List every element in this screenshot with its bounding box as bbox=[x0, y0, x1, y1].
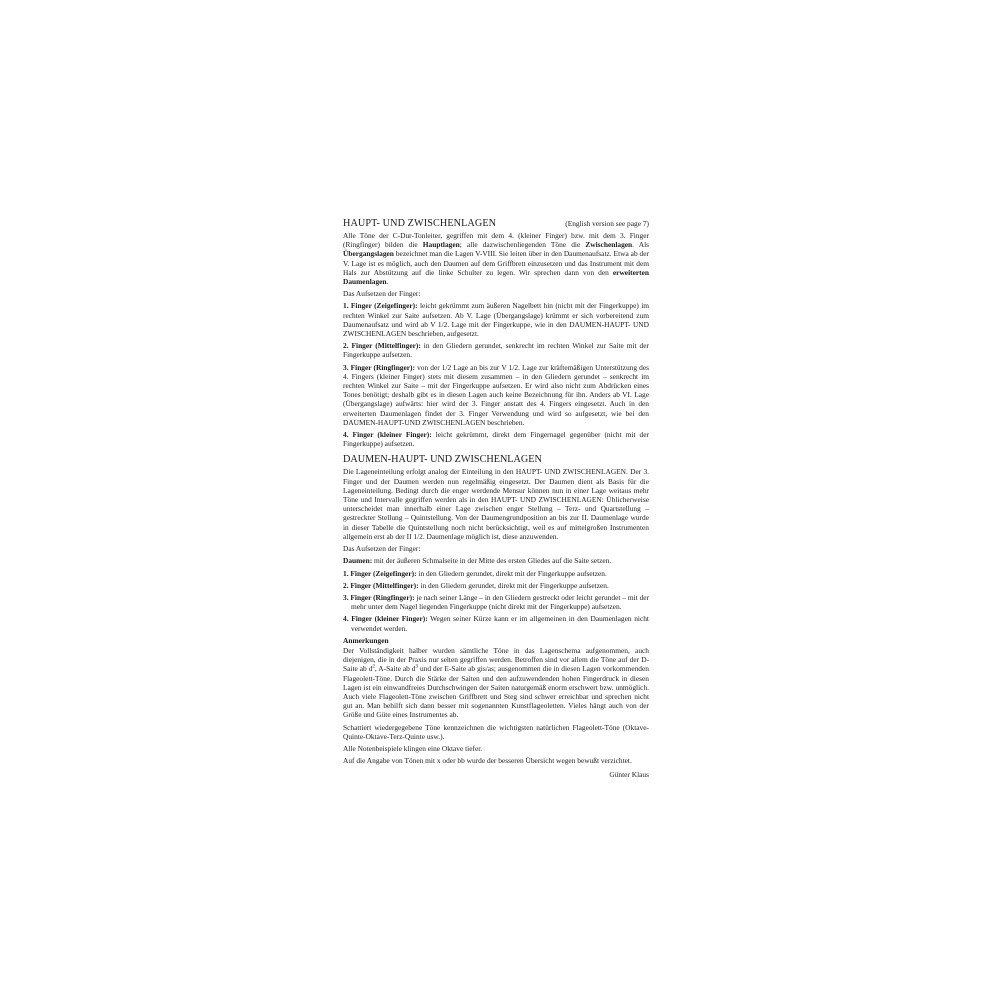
finger-text: mit der äußeren Schmalseite in der Mitte des ersten Gliedes auf die Saite setzen. bbox=[372, 556, 612, 566]
term-hauptlagen: Hauptlagen bbox=[422, 240, 460, 250]
finger-label: 4. Finger (kleiner Finger): bbox=[343, 430, 432, 440]
text-run: . Als bbox=[632, 240, 649, 250]
finger-item bbox=[343, 593, 649, 611]
notes-paragraph-2: Schattiert wiedergegebene Töne kennzeichnen die wichtigsten natürlichen Flageolett-Töne (Oktave-Quinte-Oktave-Terz-Quinte usw.). bbox=[343, 722, 649, 741]
finger-label: 2. Finger (Mittelfinger): bbox=[343, 341, 421, 351]
text-run: Der Vollständigkeit halber wurden sämtliche Töne in das Lagenschema aufgenommen, auch diejenigen, die in der Praxis nur selten gegriffen werden. Betroffen sind vor allem die Töne auf der D-Saite ab d bbox=[343, 645, 649, 674]
text-run: . bbox=[386, 277, 389, 287]
term-erweiterte-daumenlagen: erweiterten Daumenlagen bbox=[343, 267, 649, 287]
section-title-daumenlagen: DAUMEN-HAUPT- UND ZWISCHENLAGEN bbox=[343, 454, 542, 466]
finger-text: leicht gekrümmt, direkt dem Fingernagel gegenüber (nicht mit der Fingerkuppe) aufsetzen. bbox=[343, 430, 649, 449]
term-uebergangslagen: Übergangslagen bbox=[343, 249, 394, 259]
text-run: und der E-Saite ab gis/as; ausgenommen die in diesen Lagen vorkommenden Flageolett-Töne. Durch die Stärke der Saiten und den aufzuwendenden hohen Fingerdruck in diesen Lagen ist ein einwandfreies Durchschwingen der Saiten naturgemäß enorm erschwert bzw. unmöglich. Auch viele Flageolett-Töne zwischen Griffbrett und Steg sind schwer erreichbar und sprechen nicht gut an. Man behilft sich dann besser mit sogenannten Kunstflageoletten. Vieles hängt auch von der Größe und Güte eines Instrumentes ab. bbox=[343, 664, 649, 720]
finger-label: 3. Finger (Ringfinger): bbox=[343, 362, 415, 372]
finger-label: Daumen: bbox=[343, 556, 373, 566]
term-zwischenlagen: Zwischenlagen bbox=[585, 240, 633, 250]
finger-item bbox=[343, 363, 649, 427]
fingers-lead: Das Aufsetzen der Finger: bbox=[343, 544, 421, 554]
section-header bbox=[343, 218, 649, 230]
finger-item bbox=[343, 569, 649, 578]
finger-text: von der 1/2 Lage an bis zur V 1/2. Lage zur kräftemäßigen Unterstützung des 4. Fingers (kleiner Finger) stets mit diesem zusammen – in den Gliedern gerundet – senkrecht im rechten Winkel zur Saite – mit der Fingerkuppe aufsetzen. Er wird also nicht zum Abdrücken eines Tones benötigt; deshalb gibt es in diesen Lagen auch keine Bezeichnung für ihn. Anders ab VI. Lage (Übergangslage) aufwärts: hier wird der 3. Finger anstatt des 4. Fingers eingesetzt. Auch in den erweiterten Daumenlagen findet der 3. Finger Verwendung und wird so aufgesetzt, wie bei den DAUMEN-HAUPT-UND ZWISCHENLAGEN beschrieben. bbox=[343, 362, 649, 427]
english-version-note: (English version see page 7) bbox=[565, 219, 649, 228]
text-run: bezeichnet man die Lagen V-VIII. Sie leiten über in den Daumenaufsatz. Etwa ab der V. Lage ist es möglich, auch den Daumen auf dem Griffbrett einzusetzen und das Instrument mit dem Hals zur Abstützung auf die linke Schulter zu legen. Wir sprechen dann von den bbox=[343, 249, 649, 277]
notes-paragraph-4: Auf die Angabe von Tönen mit x oder bb wurde der besseren Übersicht wegen bewußt verzichtet. bbox=[343, 756, 632, 766]
finger-label: 2. Finger (Mittelfinger): bbox=[343, 580, 419, 590]
notes-title: Anmerkungen bbox=[343, 635, 389, 645]
finger-item bbox=[343, 614, 649, 632]
daumen-intro-paragraph: Die Lageneinteilung erfolgt analog der Einteilung in den HAUPT- UND ZWISCHENLAGEN. Der 3. Finger und der Daumen werden nun regelmäßig eingesetzt. Der Daumen dient als Basis für die Lageneinteilung. Bedingt durch die enger werdende Mensur können nun in einer Lage weitaus mehr Töne und Intervalle gegriffen werden als in den HAUPT- UND ZWISCHENLAGEN: Üblicherweise unterscheidet man innerhalb einer Lage zwischen enger Stellung – Terz- und Quartstellung – gestreckter Stellung – Quintstellung. Von der Daumengrundposition an bis zur II. Daumenlage wurde in dieser Tabelle die Quintstellung noch nicht berücksichtigt, weil es auf mittelgroßen Instrumenten allgemein erst ab der II 1/2. Daumenlage möglich ist, diese anzuwenden. bbox=[343, 467, 649, 541]
octave-superscript: 2 bbox=[372, 664, 375, 670]
finger-item bbox=[343, 341, 649, 359]
author-signature: Günter Klaus bbox=[609, 770, 649, 780]
thumb-item bbox=[343, 556, 649, 565]
finger-item bbox=[343, 581, 649, 590]
finger-label: 4. Finger (kleiner Finger): bbox=[343, 614, 428, 624]
finger-text: in den Gliedern gerundet, direkt mit der Fingerkuppe aufsetzen. bbox=[418, 580, 609, 590]
section-title: HAUPT- UND ZWISCHENLAGEN bbox=[343, 218, 497, 229]
finger-text: in den Gliedern gerundet, direkt mit der Fingerkuppe aufsetzen. bbox=[416, 568, 607, 578]
finger-text: in den Gliedern gerundet, senkrecht im rechten Winkel zur Saite mit der Fingerkuppe aufsetzen. bbox=[343, 341, 649, 360]
finger-item bbox=[343, 430, 649, 448]
notes-paragraph-1 bbox=[343, 646, 649, 720]
intro-paragraph bbox=[343, 231, 649, 286]
finger-text: Wegen seiner Kürze kann er im allgemeinen in den Daumenlagen nicht verwendet werden. bbox=[351, 614, 649, 633]
text-run: ; alle dazwischenliegenden Töne die bbox=[459, 240, 586, 250]
finger-label: 1. Finger (Zeigefinger): bbox=[343, 301, 418, 311]
fingers-lead: Das Aufsetzen der Finger: bbox=[343, 289, 421, 299]
finger-label: 1. Finger (Zeigefinger): bbox=[343, 568, 417, 578]
finger-item bbox=[343, 301, 649, 338]
finger-text: je nach seiner Länge – in den Gliedern gestreckt oder leicht gerundet – mit der mehr unter dem Nagel liegenden Fingerkuppe (nicht direkt mit der Fingerkuppe) aufsetzen. bbox=[351, 592, 650, 612]
finger-label: 3. Finger (Ringfinger): bbox=[343, 592, 415, 602]
octave-superscript: 3 bbox=[415, 664, 418, 670]
finger-text: leicht gekrümmt zum äußeren Nagelbett hin (nicht mit der Fingerkuppe) im rechten Winkel zur Saite aufsetzen. Ab V. Lage (Übergangslage) krümmt er sich vorbereitend zum Daumenaufsatz und wird ab V 1/2. Lage mit der Fingerkuppe, wie in den DAUMEN-HAUPT- UND ZWISCHENLAGEN beschrieben, aufgesetzt. bbox=[343, 301, 649, 339]
notes-paragraph-3: Alle Notenbeispiele klingen eine Oktave tiefer. bbox=[343, 743, 483, 753]
text-run: , A-Saite ab d bbox=[374, 664, 416, 674]
text-run: Alle Töne der C-Dur-Tonleiter, gegriffen mit dem 4. (kleiner Finger) bzw. mit dem 3. Finger (Ringfinger) bilden die bbox=[343, 231, 649, 250]
document-page bbox=[343, 218, 649, 780]
